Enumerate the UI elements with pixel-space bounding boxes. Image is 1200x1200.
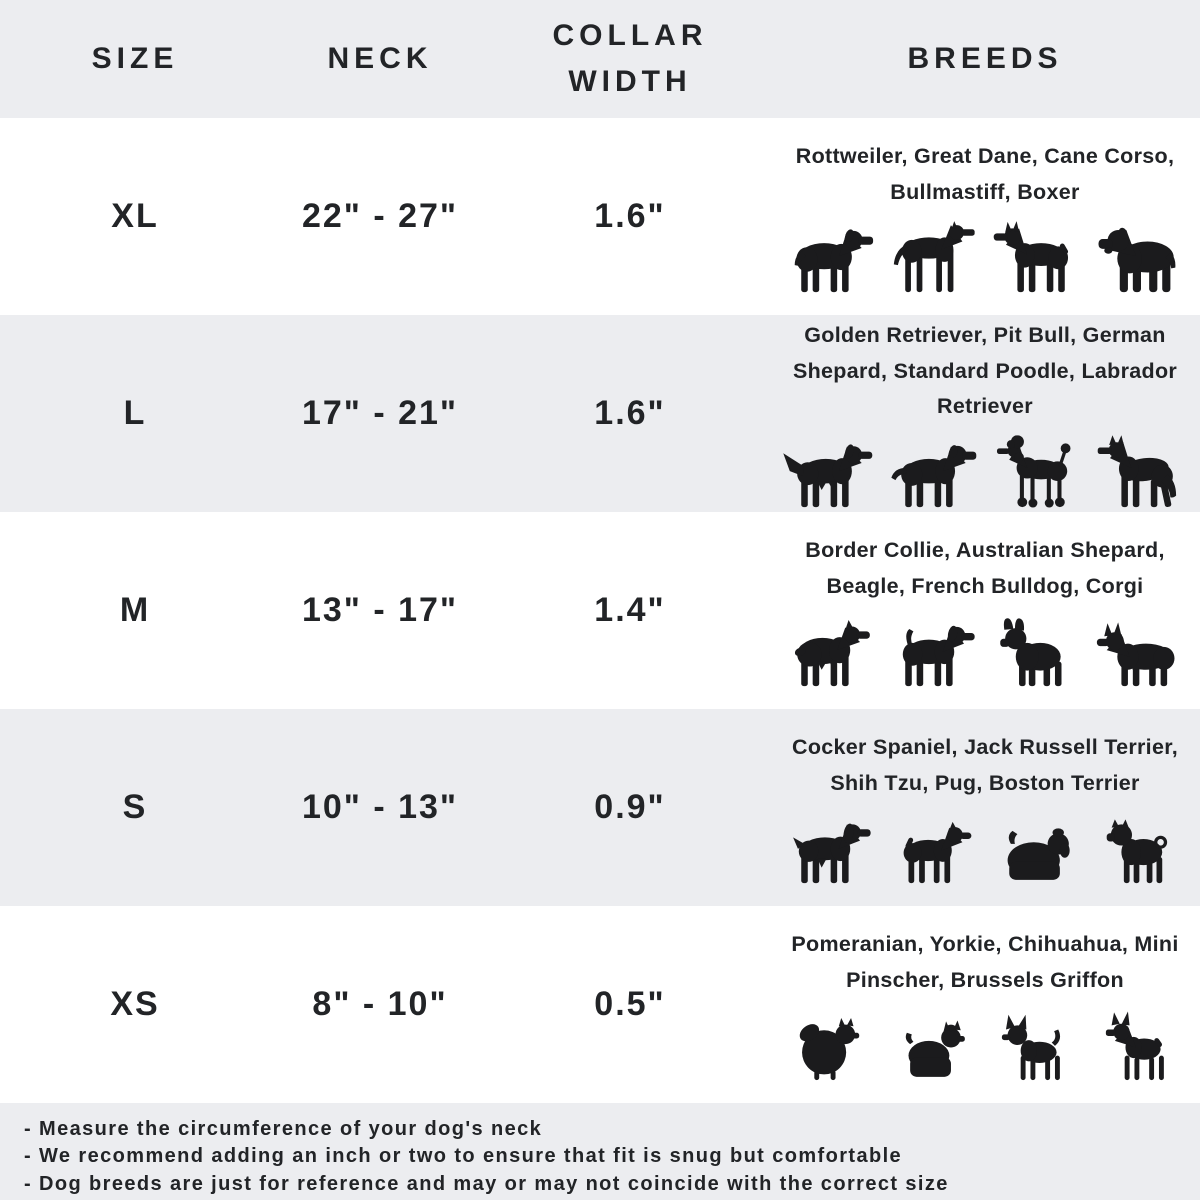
- footnote-reference: - Dog breeds are just for reference and may or may not coincide with the correct size: [24, 1172, 949, 1195]
- collar-width-value: 1.6": [594, 394, 666, 432]
- table-row-s: [0, 709, 1200, 906]
- breeds-list: Border Collie, Australian Shepard, Beagle, French Bulldog, Corgi: [805, 538, 1165, 598]
- border-collie-icon: [780, 608, 878, 694]
- footnotes: [0, 1103, 1200, 1200]
- mini-pinscher-icon: [1092, 1002, 1190, 1088]
- yorkie-icon: [884, 1002, 982, 1088]
- size-value: L: [123, 394, 147, 432]
- dog-silhouettes: [780, 805, 1190, 891]
- neck-value: 17" - 21": [301, 394, 459, 432]
- table-row-l: [0, 315, 1200, 512]
- corgi-icon: [1092, 608, 1190, 694]
- footnote-measure: - Measure the circumference of your dog's neck: [24, 1117, 543, 1140]
- size-value: M: [119, 591, 151, 629]
- footnote-recommend: - We recommend adding an inch or two to ensure that fit is snug but comfortable: [24, 1145, 903, 1167]
- breeds-cell: [770, 709, 1200, 906]
- great-dane-icon: [884, 214, 982, 300]
- breeds-cell: [770, 118, 1200, 315]
- cane-corso-icon: [988, 214, 1086, 300]
- dog-silhouettes: [780, 608, 1190, 694]
- breeds-list: Cocker Spaniel, Jack Russell Terrier, Shih Tzu, Pug, Boston Terrier: [792, 735, 1178, 795]
- neck-value: 8" - 10": [312, 985, 448, 1023]
- table-row-xs: [0, 906, 1200, 1103]
- cocker-spaniel-icon: [780, 805, 878, 891]
- pug-icon: [1092, 805, 1190, 891]
- breeds-list: Pomeranian, Yorkie, Chihuahua, Mini Pinscher, Brussels Griffon: [791, 932, 1179, 992]
- collar-width-value: 1.4": [594, 591, 666, 629]
- neck-value: 22" - 27": [301, 197, 459, 235]
- collar-width-value: 0.9": [594, 788, 666, 826]
- column-header-neck: NECK: [327, 41, 433, 75]
- bullmastiff-icon: [1092, 214, 1190, 300]
- collar-width-value: 0.5": [594, 985, 666, 1023]
- table-row-xl: [0, 118, 1200, 315]
- neck-value: 13" - 17": [301, 591, 459, 629]
- table-row-m: [0, 512, 1200, 709]
- rottweiler-icon: [780, 214, 878, 300]
- size-value: S: [122, 788, 148, 826]
- breeds-cell: [770, 906, 1200, 1103]
- size-value: XL: [111, 197, 159, 235]
- german-shepard-icon: [1092, 429, 1190, 515]
- dog-silhouettes: [780, 1002, 1190, 1088]
- neck-value: 10" - 13": [301, 788, 459, 826]
- breeds-cell: [770, 315, 1200, 512]
- french-bulldog-icon: [988, 608, 1086, 694]
- jack-russell-terrier-icon: [884, 805, 982, 891]
- column-header-breeds: BREEDS: [907, 41, 1063, 75]
- beagle-icon: [884, 608, 982, 694]
- labrador-retriever-icon: [884, 429, 982, 515]
- column-header-size: SIZE: [91, 41, 179, 75]
- dog-silhouettes: [780, 429, 1190, 515]
- chihuahua-icon: [988, 1002, 1086, 1088]
- column-header-collar-width: COLLAR WIDTH: [552, 18, 708, 98]
- breeds-list: Golden Retriever, Pit Bull, German Shepard, Standard Poodle, Labrador Retriever: [792, 323, 1178, 419]
- dog-silhouettes: [780, 214, 1190, 300]
- pomeranian-icon: [780, 1002, 878, 1088]
- standard-poodle-icon: [988, 429, 1086, 515]
- golden-retriever-icon: [780, 429, 878, 515]
- size-value: XS: [110, 985, 160, 1023]
- collar-width-value: 1.6": [594, 197, 666, 235]
- breeds-cell: [770, 512, 1200, 709]
- table-header-row: [0, 0, 1200, 118]
- breeds-list: Rottweiler, Great Dane, Cane Corso, Bullmastiff, Boxer: [795, 144, 1175, 204]
- shih-tzu-icon: [988, 805, 1086, 891]
